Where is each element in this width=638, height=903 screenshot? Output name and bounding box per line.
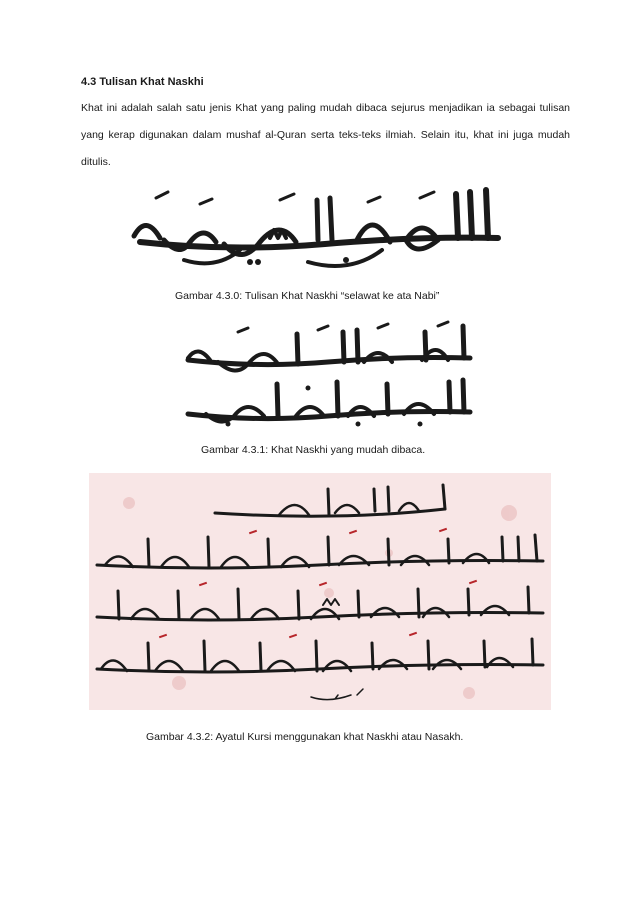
figure-caption-1: Gambar 4.3.0: Tulisan Khat Naskhi “selawat ke ata Nabi” bbox=[175, 290, 440, 302]
section-paragraph: Khat ini adalah salah satu jenis Khat yang paling mudah dibaca sejurus menjadikan ia sebagai tulisan yang kerap digunakan dalam mushaf al-Quran serta teks-teks ilmiah. Selain itu, khat ini juga mudah ditulis. bbox=[81, 102, 570, 168]
figure-selawat-calligraphy bbox=[120, 178, 510, 276]
section-heading: 4.3 Tulisan Khat Naskhi bbox=[81, 76, 204, 88]
figure-hadith-calligraphy bbox=[178, 318, 478, 428]
figure-caption-2: Gambar 4.3.1: Khat Naskhi yang mudah dibaca. bbox=[201, 444, 426, 456]
figure-ayatul-kursi-calligraphy bbox=[89, 473, 551, 710]
figure-caption-3: Gambar 4.3.2: Ayatul Kursi menggunakan khat Naskhi atau Nasakh. bbox=[146, 731, 464, 743]
